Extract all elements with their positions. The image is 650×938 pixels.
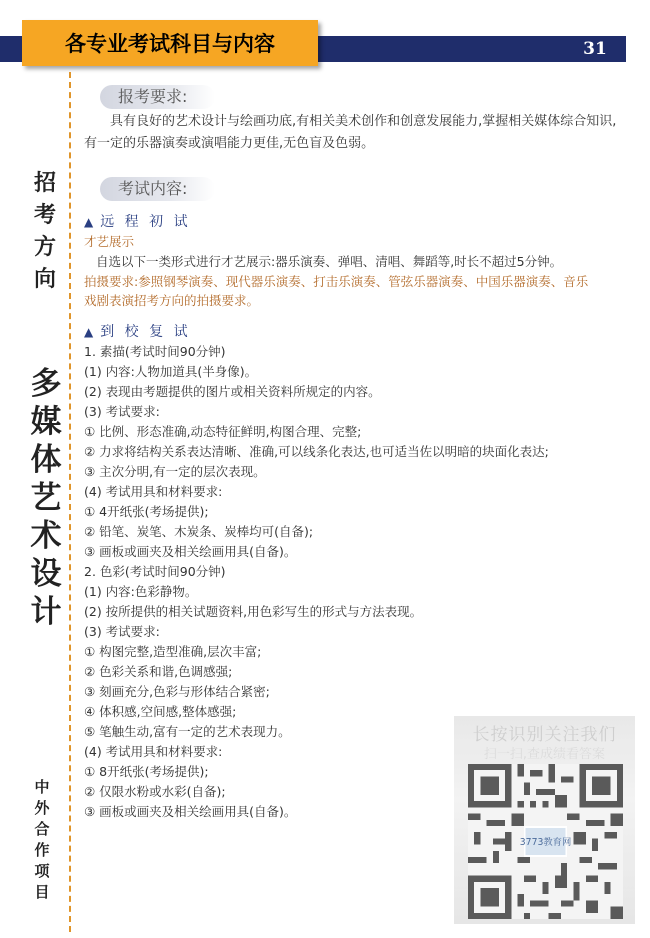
triangle-icon: ▲ <box>84 325 97 339</box>
qr-subtitle: 扫一扫,查成绩看答案 <box>483 747 606 762</box>
list-item: (4) 考试用具和材料要求: <box>84 484 223 499</box>
requirements-tag: 报考要求: <box>100 85 215 109</box>
requirements-text: 具有良好的艺术设计与绘画功底,有相关美术创作和创意发展能力,掌握相关媒体综合知识,有一定的乐器演奏或演唱能力更佳,无色盲及色弱。 <box>84 114 617 151</box>
qr-center-label: 3773教育网 <box>519 837 572 849</box>
talent-show-label: 才艺展示 <box>84 234 135 249</box>
list-item: ② 力求将结构关系表达清晰、准确,可以线条化表达,也可适当佐以明暗的块面化表达; <box>84 444 549 459</box>
side-label-major <box>26 365 66 631</box>
side-char: 多 <box>30 366 62 402</box>
divider-line <box>69 72 71 932</box>
page-number: 31 <box>583 39 607 59</box>
side-char: 中 <box>34 778 50 796</box>
list-item: (1) 内容:色彩静物。 <box>84 584 198 599</box>
list-item: ② 铅笔、炭笔、木炭条、炭棒均可(自备); <box>84 524 314 539</box>
list-item: ① 比例、形态准确,动态特征鲜明,构图合理、完整; <box>84 424 362 439</box>
list-item: (3) 考试要求: <box>84 404 160 419</box>
side-char: 考 <box>33 203 56 228</box>
triangle-icon: ▲ <box>84 215 97 229</box>
talent-show-text: 自选以下一类形式进行才艺展示:器乐演奏、弹唱、清唱、舞蹈等,时长不超过5分钟。 <box>96 254 563 269</box>
list-item: ② 色彩关系和谐,色调感强; <box>84 664 233 679</box>
list-item: ② 仅限水粉或水彩(自备); <box>84 784 226 799</box>
side-char: 计 <box>30 594 62 630</box>
qr-title: 长按识别关注我们 <box>472 725 617 745</box>
list-item: ⑤ 笔触生动,富有一定的艺术表现力。 <box>84 724 291 739</box>
side-char: 设 <box>30 556 62 592</box>
list-item: ① 8开纸张(考场提供); <box>84 764 209 779</box>
onsite-exam-heading-text: 到 校 复 试 <box>100 324 191 340</box>
side-char: 体 <box>30 442 62 478</box>
side-label-direction <box>28 168 62 296</box>
shoot-requirement-line2: 戏剧表演招考方向的拍摄要求。 <box>84 293 260 308</box>
list-item: ③ 画板或画夹及相关绘画用具(自备)。 <box>84 804 297 819</box>
side-char: 术 <box>30 518 62 554</box>
list-item: (4) 考试用具和材料要求: <box>84 744 223 759</box>
page-title: 各专业考试科目与内容 <box>22 20 318 66</box>
list-item: 2. 色彩(考试时间90分钟) <box>84 564 226 579</box>
list-item: (2) 表现由考题提供的图片或相关资料所规定的内容。 <box>84 384 381 399</box>
list-item: ③ 主次分明,有一定的层次表现。 <box>84 464 266 479</box>
remote-exam-heading <box>84 211 191 231</box>
exam-content-tag: 考试内容: <box>100 177 215 201</box>
side-char: 媒 <box>30 404 62 440</box>
side-label-program <box>30 777 54 903</box>
side-char: 向 <box>33 267 56 292</box>
list-item: (1) 内容:人物加道具(半身像)。 <box>84 364 258 379</box>
list-item: ③ 画板或画夹及相关绘画用具(自备)。 <box>84 544 297 559</box>
list-item: (3) 考试要求: <box>84 624 160 639</box>
side-char: 艺 <box>30 480 62 516</box>
side-char: 外 <box>34 799 50 817</box>
list-item: (2) 按所提供的相关试题资料,用色彩写生的形式与方法表现。 <box>84 604 423 619</box>
qr-code[interactable] <box>468 764 623 919</box>
list-item: ① 4开纸张(考场提供); <box>84 504 209 519</box>
list-item: 1. 素描(考试时间90分钟) <box>84 344 226 359</box>
list-item: ④ 体积感,空间感,整体感强; <box>84 704 237 719</box>
side-char: 合 <box>34 820 50 838</box>
side-char: 项 <box>34 862 50 880</box>
list-item: ① 构图完整,造型准确,层次丰富; <box>84 644 262 659</box>
list-item: ③ 刻画充分,色彩与形体结合紧密; <box>84 684 270 699</box>
shoot-requirement-line1: 拍摄要求:参照钢琴演奏、现代器乐演奏、打击乐演奏、管弦乐器演奏、中国乐器演奏、音乐 <box>84 274 589 289</box>
remote-exam-heading-text: 远 程 初 试 <box>100 214 191 230</box>
onsite-exam-heading <box>84 321 191 341</box>
side-char: 目 <box>34 883 50 901</box>
side-char: 作 <box>34 841 50 859</box>
side-char: 方 <box>33 235 56 260</box>
side-char: 招 <box>33 171 56 196</box>
